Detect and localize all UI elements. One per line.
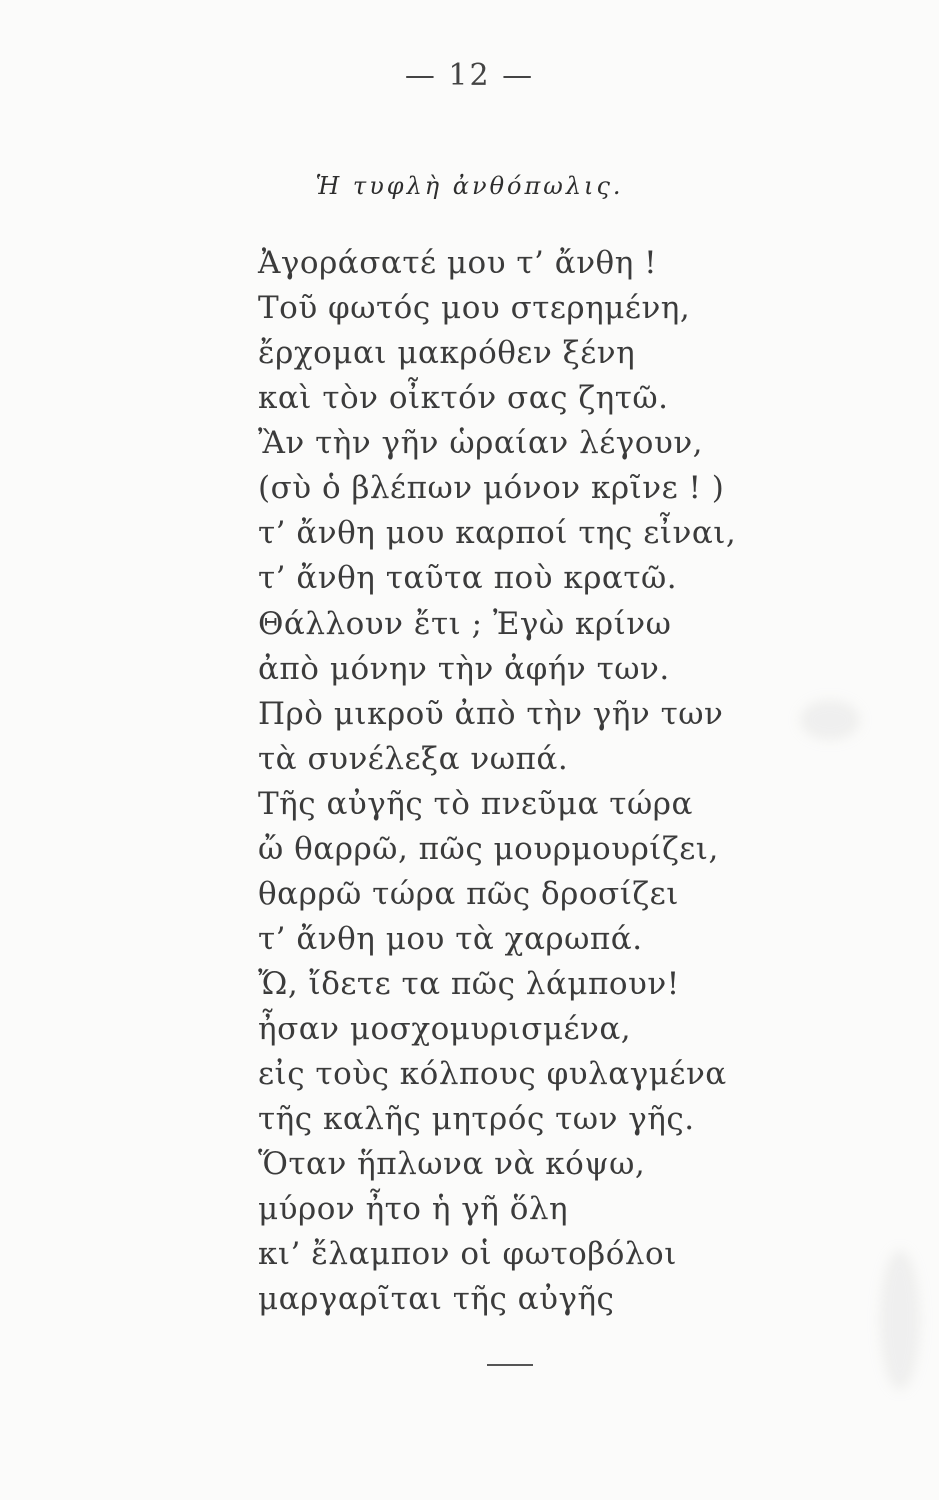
verse-line: τ’ ἄνθη μου τὰ χαρωπά. bbox=[258, 921, 643, 957]
poem-title: Ἡ τυφλὴ ἀνθόπωλις. bbox=[315, 172, 624, 200]
end-rule bbox=[487, 1364, 533, 1366]
verse-line: ἔρχομαι μακρόθεν ξένη bbox=[258, 335, 636, 371]
verse-line: Τῆς αὐγῆς τὸ πνεῦμα τώρα bbox=[258, 786, 693, 822]
verse-line: Ὅταν ἥπλωνα νὰ κόψω, bbox=[258, 1146, 646, 1182]
verse-line: τ’ ἄνθη ταῦτα ποὺ κρατῶ. bbox=[258, 560, 678, 596]
verse-line: τ’ ἄνθη μου καρποί της εἶναι, bbox=[258, 515, 737, 551]
verse-line: τῆς καλῆς μητρός των γῆς. bbox=[258, 1101, 695, 1137]
verse-line: ἦσαν μοσχομυρισμένα, bbox=[258, 1011, 632, 1047]
verse-line: μαργαρῖται τῆς αὐγῆς bbox=[258, 1281, 615, 1317]
verse-line: Ἂν τὴν γῆν ὡραίαν λέγουν, bbox=[258, 425, 704, 461]
verse-line: ὤ θαρρῶ, πῶς μουρμουρίζει, bbox=[258, 831, 719, 867]
verse-line: θαρρῶ τώρα πῶς δροσίζει bbox=[258, 876, 679, 912]
paper-stain bbox=[800, 700, 860, 740]
verse-line: εἰς τοὺς κόλπους φυλαγμένα bbox=[258, 1056, 727, 1092]
stanza-1 bbox=[258, 241, 736, 601]
verse-line: Πρὸ μικροῦ ἀπὸ τὴν γῆν των bbox=[258, 696, 724, 732]
stanza-2 bbox=[258, 602, 723, 962]
verse-line: Θάλλουν ἔτι ; Ἐγὼ κρίνω bbox=[258, 606, 672, 642]
verse-line: μύρον ἦτο ἡ γῆ ὅλη bbox=[258, 1191, 569, 1227]
verse-line: καὶ τὸν οἶκτόν σας ζητῶ. bbox=[258, 380, 669, 416]
verse-line: κι’ ἔλαμπον οἱ φωτοβόλοι bbox=[258, 1236, 677, 1272]
page-number: — 12 — bbox=[404, 58, 535, 93]
verse-line: Τοῦ φωτός μου στερημένη, bbox=[258, 290, 691, 326]
verse-line: (σὺ ὁ βλέπων μόνον κρῖνε ! ) bbox=[258, 470, 725, 506]
paper-stain bbox=[880, 1250, 920, 1390]
verse-line: Ὤ, ἴδετε τα πῶς λάμπουν! bbox=[258, 966, 680, 1002]
verse-line: Ἀγοράσατέ μου τ’ ἄνθη ! bbox=[258, 245, 658, 281]
verse-line: ἀπὸ μόνην τὴν ἀφήν των. bbox=[258, 651, 670, 687]
stanza-3 bbox=[258, 962, 727, 1322]
verse-line: τὰ συνέλεξα νωπά. bbox=[258, 741, 569, 777]
